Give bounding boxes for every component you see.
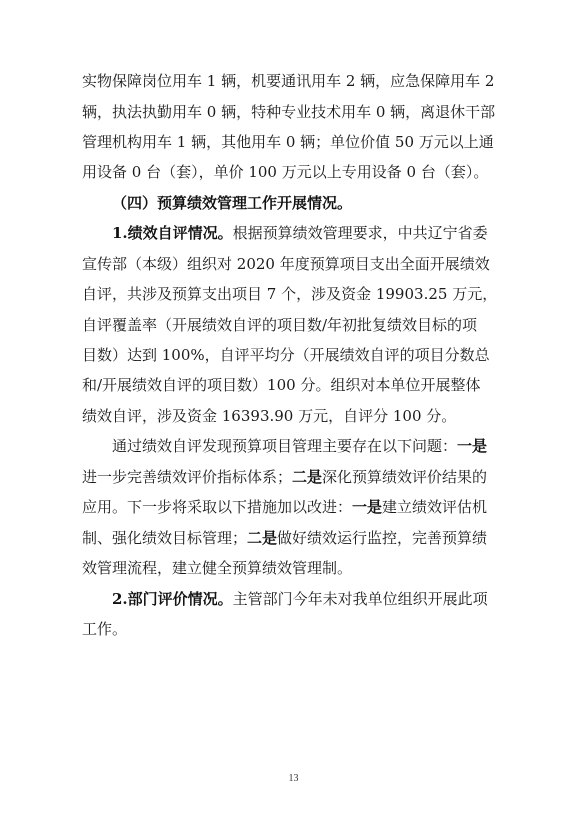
paragraph-text: 主管部门今年未对我单位组织开展此项 (232, 590, 488, 608)
paragraph-text: 自评覆盖率（开展绩效自评的项目数/年初批复绩效目标的项 (82, 316, 478, 334)
paragraph-text: 建立绩效评估机 (382, 498, 488, 516)
subheading-department-evaluation: 2.部门评价情况。 (112, 590, 233, 608)
emphasis-text: 一是 (457, 437, 488, 455)
paragraph-text: 工作。 (82, 620, 128, 638)
paragraph-text: 做好绩效运行监控，完善预算绩 (277, 529, 488, 547)
text-line (0, 127, 587, 157)
paragraph-text: 目数）达到 100%，自评平均分（开展绩效自评的项目分数总 (82, 346, 490, 364)
text-line (0, 614, 587, 644)
text-line (0, 401, 587, 431)
emphasis-text: 二是 (292, 468, 323, 486)
paragraph-text: 和/开展绩效自评的项目数）100 分。组织对本单位开展整体 (82, 376, 481, 394)
paragraph-text: 自评，共涉及预算支出项目 7 个，涉及资金 19903.25 万元， (82, 285, 498, 303)
text-line (0, 431, 587, 461)
paragraph-text: 深化预算绩效评价结果的 (322, 468, 488, 486)
text-line (0, 523, 587, 553)
emphasis-text: 二是 (247, 529, 278, 547)
text-line (0, 340, 587, 370)
section-heading (0, 188, 587, 218)
paragraph-text: 实物保障岗位用车 1 辆，机要通讯用车 2 辆，应急保障用车 2 (82, 72, 495, 90)
subheading-self-evaluation: 1.绩效自评情况。 (112, 224, 233, 242)
text-line (0, 249, 587, 279)
paragraph-text: 进一步完善绩效评价指标体系； (82, 468, 293, 486)
paragraph-text: 制、强化绩效目标管理； (82, 529, 248, 547)
text-line (0, 553, 587, 583)
text-line (0, 462, 587, 492)
text-line (0, 584, 587, 614)
text-line (0, 492, 587, 522)
paragraph-text: 辆，执法执勤用车 0 辆，特种专业技术用车 0 辆，离退休干部 (82, 103, 496, 121)
emphasis-text: 一是 (352, 498, 383, 516)
text-line (0, 370, 587, 400)
text-line (0, 157, 587, 187)
paragraph-text: 根据预算绩效管理要求，中共辽宁省委 (232, 224, 488, 242)
paragraph-text: 宣传部（本级）组织对 2020 年度预算项目支出全面开展绩效 (82, 255, 490, 273)
paragraph-text: 应用。下一步将采取以下措施加以改进： (82, 498, 353, 516)
paragraph-text: 用设备 0 台（套），单价 100 万元以上专用设备 0 台（套）。 (82, 163, 489, 181)
paragraph-text: 通过绩效自评发现预算项目管理主要存在以下问题： (112, 437, 458, 455)
text-line (0, 66, 587, 96)
page-number: 13 (288, 773, 299, 784)
text-line (0, 97, 587, 127)
text-line (0, 218, 587, 248)
text-line (0, 279, 587, 309)
section-heading-text: （四）预算绩效管理工作开展情况。 (112, 194, 353, 212)
paragraph-text: 绩效自评，涉及资金 16393.90 万元，自评分 100 分。 (82, 407, 457, 425)
text-line (0, 310, 587, 340)
paragraph-text: 效管理流程，建立健全预算绩效管理制。 (82, 559, 353, 577)
paragraph-text: 管理机构用车 1 辆，其他用车 0 辆；单位价值 50 万元以上通 (82, 133, 494, 151)
